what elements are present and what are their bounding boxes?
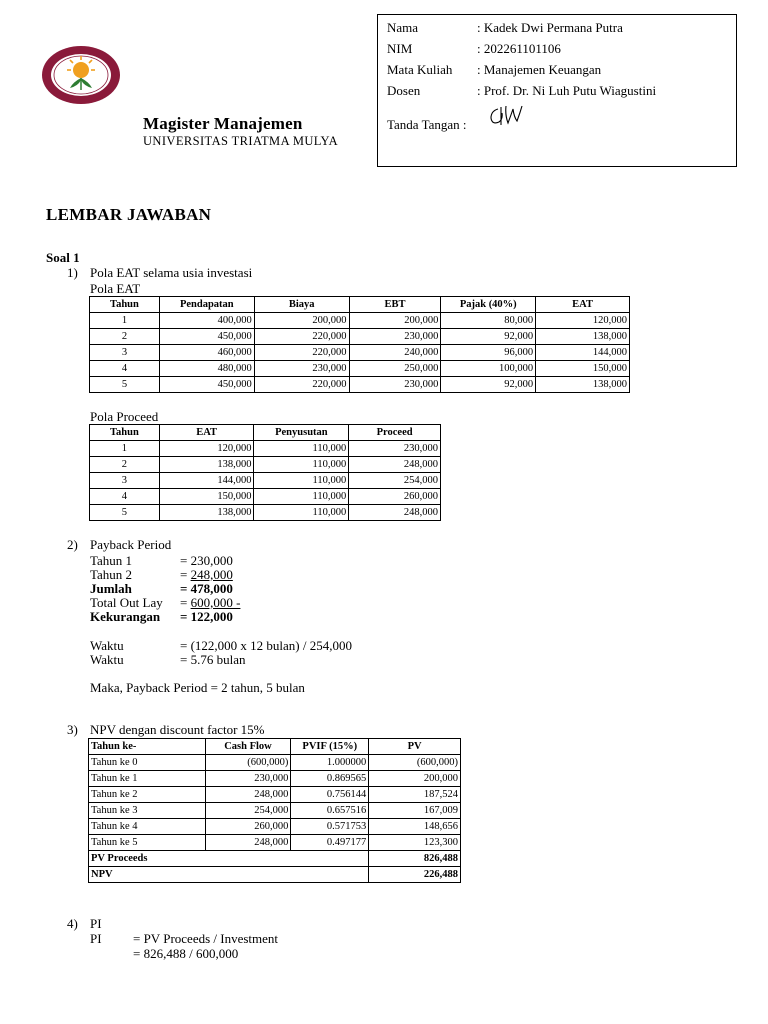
table-row (90, 345, 630, 361)
table-cell: 1 (90, 441, 160, 457)
table-cell: 248,000 (205, 787, 291, 803)
proceed-caption: Pola Proceed (90, 409, 159, 424)
table-cell: 5 (90, 505, 160, 521)
jumlah-value: = 478,000 (180, 581, 233, 596)
eat-header-row (90, 297, 630, 313)
table-cell: 138,000 (536, 329, 630, 345)
q2-number: 2) (67, 537, 78, 552)
outlay-value: 600,000 - (190, 595, 241, 610)
table-cell: 96,000 (441, 345, 536, 361)
signature (488, 103, 524, 129)
info-dosen (387, 83, 656, 99)
table-cell: 150,000 (159, 489, 254, 505)
eat-header-ebt: EBT (349, 297, 441, 313)
q2-heading: Payback Period (90, 537, 172, 552)
table-cell: 80,000 (441, 313, 536, 329)
table-cell: 5 (90, 377, 160, 393)
table-cell: 138,000 (159, 457, 254, 473)
table-cell: 230,000 (205, 771, 291, 787)
table-cell: 0.497177 (291, 835, 369, 851)
table-cell: 240,000 (349, 345, 441, 361)
nama-label: Nama (387, 20, 419, 35)
tahun2-eq: = (180, 567, 191, 582)
nama-value: : Kadek Dwi Permana Putra (477, 20, 623, 35)
table-cell: 254,000 (205, 803, 291, 819)
table-cell: 110,000 (254, 441, 349, 457)
table-cell: (600,000) (369, 755, 461, 771)
eat-table (89, 296, 630, 393)
proceed-header-row (90, 425, 441, 441)
npv-header-cashflow: Cash Flow (205, 739, 291, 755)
table-cell: 100,000 (441, 361, 536, 377)
table-cell: 92,000 (441, 377, 536, 393)
table-row (90, 377, 630, 393)
table-cell: 92,000 (441, 329, 536, 345)
eat-header-pajak: Pajak (40%) (441, 297, 536, 313)
table-cell: 2 (90, 329, 160, 345)
kekurangan-value: = 122,000 (180, 609, 233, 624)
npv-header-tahun: Tahun ke- (89, 739, 206, 755)
dosen-label: Dosen (387, 83, 421, 98)
table-row (89, 835, 461, 851)
table-cell: 230,000 (349, 329, 441, 345)
table-cell: 248,000 (349, 505, 441, 521)
pv-proceeds-value: 826,488 (369, 851, 461, 867)
table-cell: 230,000 (254, 361, 349, 377)
tahun2-value: 248,000 (190, 567, 233, 582)
npv-header-row (89, 739, 461, 755)
table-cell: 260,000 (205, 819, 291, 835)
info-nim (387, 41, 561, 57)
table-cell: Tahun ke 0 (89, 755, 206, 771)
proceed-table (89, 424, 441, 521)
payback-waktu2 (90, 652, 245, 668)
q3-number: 3) (67, 722, 78, 737)
table-cell: 150,000 (536, 361, 630, 377)
student-info-box (377, 14, 737, 167)
table-cell: 120,000 (159, 441, 254, 457)
pi-formula: = PV Proceeds / Investment (133, 931, 279, 946)
table-cell: 144,000 (536, 345, 630, 361)
eat-header-pendapatan: Pendapatan (159, 297, 254, 313)
table-cell: 110,000 (254, 505, 349, 521)
table-cell: 167,009 (369, 803, 461, 819)
info-ttd (387, 117, 467, 133)
table-row (90, 313, 630, 329)
jumlah-label: Jumlah (90, 581, 132, 596)
table-row (90, 361, 630, 377)
eat-header-tahun: Tahun (90, 297, 160, 313)
university-logo (40, 44, 122, 106)
waktu1-label: Waktu (90, 638, 124, 653)
table-cell: 0.571753 (291, 819, 369, 835)
q4-heading: PI (90, 916, 102, 931)
table-cell: 0.756144 (291, 787, 369, 803)
table-cell: 250,000 (349, 361, 441, 377)
eat-header-eat: EAT (536, 297, 630, 313)
table-cell: 460,000 (159, 345, 254, 361)
table-cell: Tahun ke 1 (89, 771, 206, 787)
kekurangan-label: Kekurangan (90, 609, 161, 624)
npv-header-pvif: PVIF (15%) (291, 739, 369, 755)
tahun2-label: Tahun 2 (90, 567, 133, 582)
proceed-header-tahun: Tahun (90, 425, 160, 441)
table-row (89, 755, 461, 771)
q4-number: 4) (67, 916, 78, 931)
tahun1-value: = 230,000 (180, 553, 233, 568)
dosen-value: : Prof. Dr. Ni Luh Putu Wiagustini (477, 83, 657, 98)
table-cell: 1.000000 (291, 755, 369, 771)
table-cell: 248,000 (349, 457, 441, 473)
nim-label: NIM (387, 41, 413, 56)
soal-heading: Soal 1 (46, 250, 80, 265)
waktu2-label: Waktu (90, 652, 124, 667)
table-row (89, 787, 461, 803)
table-cell: 220,000 (254, 329, 349, 345)
table-cell: 110,000 (254, 473, 349, 489)
npv-header-pv: PV (369, 739, 461, 755)
university-name: UNIVERSITAS TRIATMA MULYA (143, 134, 339, 148)
table-cell: 138,000 (159, 505, 254, 521)
table-cell: Tahun ke 5 (89, 835, 206, 851)
table-row (90, 441, 441, 457)
q3-heading: NPV dengan discount factor 15% (90, 722, 265, 737)
table-cell: 3 (90, 345, 160, 361)
proceed-header-penyusutan: Penyusutan (254, 425, 349, 441)
table-cell: (600,000) (205, 755, 291, 771)
table-cell: 3 (90, 473, 160, 489)
table-row (90, 329, 630, 345)
eat-caption: Pola EAT (90, 281, 141, 296)
table-cell: 110,000 (254, 489, 349, 505)
q1-heading: Pola EAT selama usia investasi (90, 265, 253, 280)
npv-label: NPV (89, 867, 369, 883)
table-cell: 187,524 (369, 787, 461, 803)
table-cell: 148,656 (369, 819, 461, 835)
table-cell: 254,000 (349, 473, 441, 489)
pi-label: PI (90, 931, 102, 946)
pv-proceeds-row (89, 851, 461, 867)
table-cell: 2 (90, 457, 160, 473)
program-title: Magister Manajemen (143, 114, 303, 133)
table-row (89, 771, 461, 787)
waktu1-value: = (122,000 x 12 bulan) / 254,000 (180, 638, 352, 653)
ttd-label: Tanda Tangan : (387, 117, 467, 132)
proceed-header-eat: EAT (159, 425, 254, 441)
waktu2-value: = 5.76 bulan (180, 652, 246, 667)
table-cell: 200,000 (369, 771, 461, 787)
table-cell: Tahun ke 2 (89, 787, 206, 803)
npv-value: 226,488 (369, 867, 461, 883)
table-cell: 110,000 (254, 457, 349, 473)
pv-proceeds-label: PV Proceeds (89, 851, 369, 867)
outlay-eq: = (180, 595, 191, 610)
npv-table (88, 738, 461, 883)
eat-header-biaya: Biaya (254, 297, 349, 313)
page-title: LEMBAR JAWABAN (46, 205, 212, 224)
payback-conclusion: Maka, Payback Period = 2 tahun, 5 bulan (90, 680, 305, 695)
table-cell: 480,000 (159, 361, 254, 377)
table-cell: 230,000 (349, 377, 441, 393)
table-row (90, 489, 441, 505)
table-cell: 4 (90, 489, 160, 505)
table-cell: 123,300 (369, 835, 461, 851)
table-cell: 450,000 (159, 329, 254, 345)
table-row (89, 803, 461, 819)
table-row (90, 457, 441, 473)
q1-number: 1) (67, 265, 78, 280)
info-nama (387, 20, 623, 36)
table-cell: 138,000 (536, 377, 630, 393)
table-cell: 4 (90, 361, 160, 377)
table-cell: 220,000 (254, 345, 349, 361)
npv-row (89, 867, 461, 883)
table-cell: 0.869565 (291, 771, 369, 787)
table-cell: 200,000 (254, 313, 349, 329)
table-row (90, 505, 441, 521)
table-cell: 0.657516 (291, 803, 369, 819)
outlay-label: Total Out Lay (90, 595, 163, 610)
table-cell: 1 (90, 313, 160, 329)
table-cell: 144,000 (159, 473, 254, 489)
matkul-value: : Manajemen Keuangan (477, 62, 602, 77)
table-cell: 400,000 (159, 313, 254, 329)
tahun1-label: Tahun 1 (90, 553, 133, 568)
table-cell: Tahun ke 3 (89, 803, 206, 819)
payback-kekurangan (90, 609, 233, 625)
table-row (89, 819, 461, 835)
pi-calculation: = 826,488 / 600,000 (133, 946, 239, 961)
table-cell: 450,000 (159, 377, 254, 393)
table-cell: 200,000 (349, 313, 441, 329)
table-row (90, 473, 441, 489)
table-cell: 120,000 (536, 313, 630, 329)
nim-value: : 202261101106 (477, 41, 561, 56)
info-matkul (387, 62, 601, 78)
table-cell: 230,000 (349, 441, 441, 457)
table-cell: 248,000 (205, 835, 291, 851)
matkul-label: Mata Kuliah (387, 62, 453, 77)
table-cell: 260,000 (349, 489, 441, 505)
proceed-header-proceed: Proceed (349, 425, 441, 441)
table-cell: 220,000 (254, 377, 349, 393)
table-cell: Tahun ke 4 (89, 819, 206, 835)
